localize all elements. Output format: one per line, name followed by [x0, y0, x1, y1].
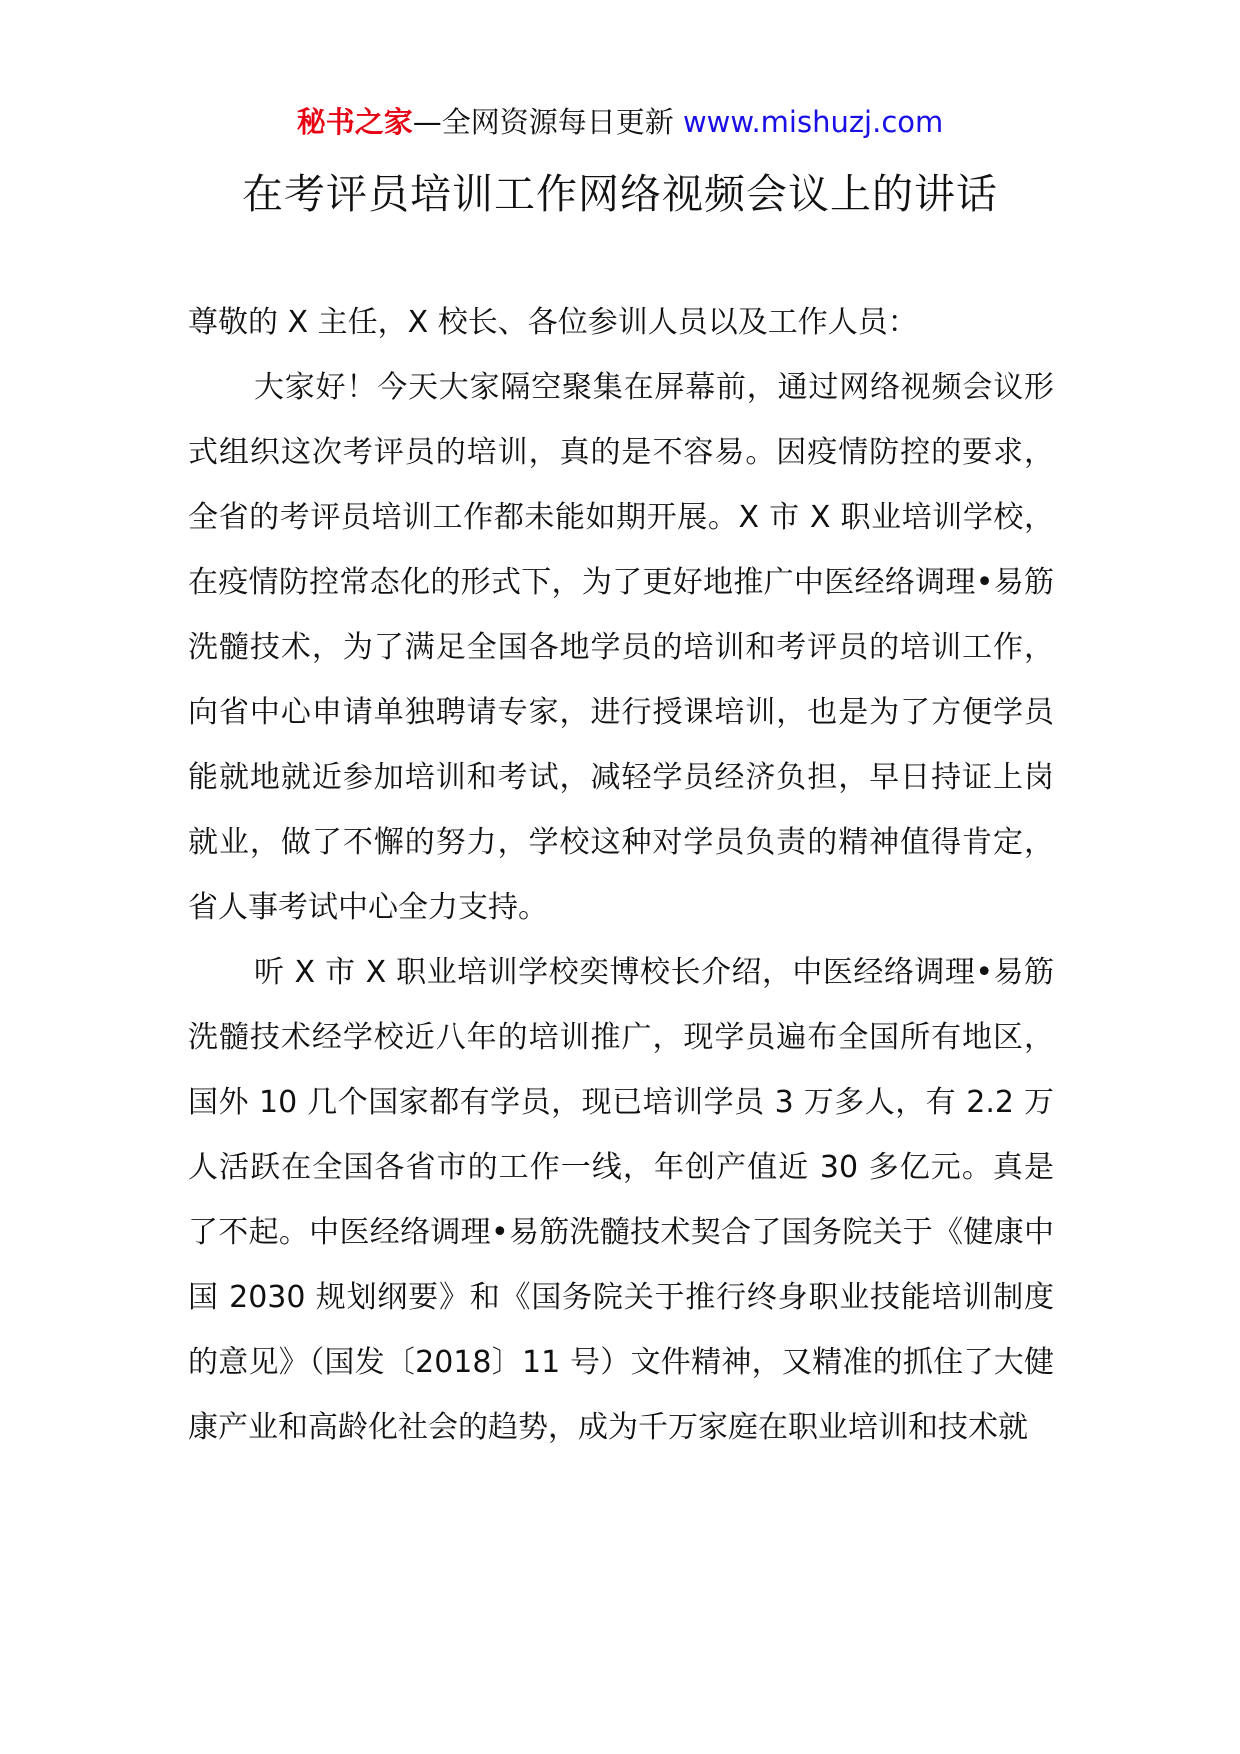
document-body: [188, 290, 1054, 1460]
header-tagline: —全网资源每日更新: [412, 105, 683, 139]
header-banner: [0, 102, 1240, 142]
document-title: 在考评员培训工作网络视频会议上的讲话: [242, 170, 998, 218]
site-url-link[interactable]: www.mishuzj.com: [682, 105, 944, 139]
brand-name: 秘书之家: [296, 105, 413, 139]
salutation: 尊敬的 X 主任，X 校长、各位参训人员以及工作人员：: [188, 305, 918, 340]
paragraph-1: 大家好！今天大家隔空聚集在屏幕前，通过网络视频会议形式组织这次考评员的培训，真的是不容易。因疫情防控的要求，全省的考评员培训工作都未能如期开展。X 市 X 职业培训学校，在疫情防控常态化的形式下，为了更好地推广中医经络调理•易筋洗髓技术，为了满足全国各地学员的培训和考评员的培训工作，向省中心申请单独聘请专家，进行授课培训，也是为了方便学员能就地就近参加培训和考试，减轻学员经济负担，早日持证上岗就业，做了不懈的努力，学校这种对学员负责的精神值得肯定，省人事考试中心全力支持。: [188, 370, 1054, 925]
paragraph-2: 听 X 市 X 职业培训学校奕博校长介绍，中医经络调理•易筋洗髓技术经学校近八年的培训推广，现学员遍布全国所有地区，国外 10 几个国家都有学员，现已培训学员 3 万多人，有 2.2 万人活跃在全国各省市的工作一线，年创产值近 30 多亿元。真是了不起。中医经络调理•易筋洗髓技术契合了国务院关于《健康中国 2030 规划纲要》和《国务院关于推行终身职业技能培训制度的意见》（国发〔2018〕11 号）文件精神，又精准的抓住了大健康产业和高龄化社会的趋势，成为千万家庭在职业培训和技术就: [188, 955, 1054, 1445]
